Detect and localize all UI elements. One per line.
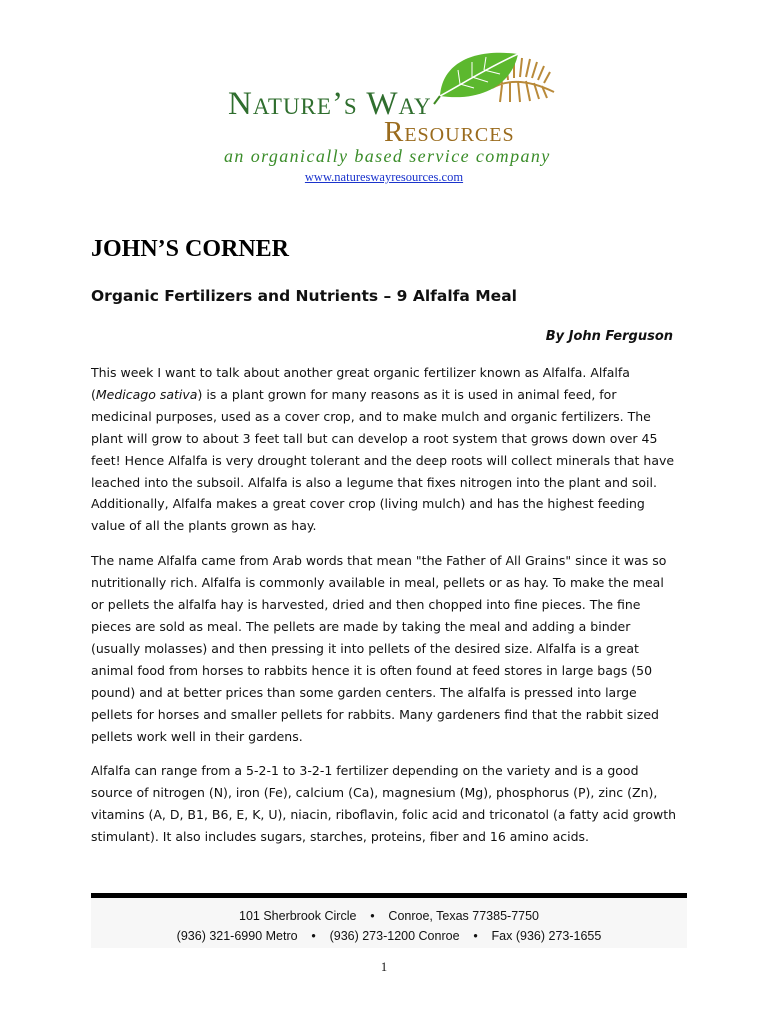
logo-tagline: an organically based service company bbox=[224, 146, 551, 166]
footer-city: Conroe, Texas 77385-7750 bbox=[388, 909, 539, 923]
footer-separator: • bbox=[311, 929, 316, 943]
paragraph-1 bbox=[91, 362, 679, 537]
company-logo bbox=[210, 44, 570, 176]
footer-phone-line bbox=[91, 929, 687, 943]
footer-phone-conroe: (936) 273-1200 Conroe bbox=[329, 929, 460, 943]
footer-contact-bar bbox=[91, 893, 687, 948]
website-link[interactable]: www.natureswayresources.com bbox=[304, 170, 464, 184]
footer-phone-metro: (936) 321-6990 Metro bbox=[176, 929, 298, 943]
footer-fax: Fax (936) 273-1655 bbox=[491, 929, 602, 943]
page-number: 1 bbox=[380, 960, 388, 974]
logo-name-line2: Resources bbox=[384, 116, 515, 148]
footer-separator: • bbox=[370, 909, 375, 923]
leaf-icon bbox=[432, 44, 562, 112]
scientific-name: Medicago sativa bbox=[95, 386, 198, 402]
paragraph-1-end: ) is a plant grown for many reasons as it is used in animal feed, for medicinal purposes, used as a cover crop, and to make mulch and organic fertilizers. The plant will grow to about 3 feet tall but can develop a root system that grows down over 45 feet! Hence Alfalfa is very drought tolerant and the deep roots will collect minerals that have leached into the subsoil. Alfalfa is also a legume that fixes nitrogen into the plant and soil. Additionally, Alfalfa makes a great cover crop (living mulch) and has the highest feeding value of all the plants grown as hay. bbox=[91, 386, 675, 534]
footer-separator: • bbox=[473, 929, 478, 943]
column-title: JOHN’S CORNER bbox=[91, 236, 290, 262]
paragraph-2: The name Alfalfa came from Arab words that mean "the Father of All Grains" since it was so nutritionally rich. Alfalfa is commonly available in meal, pellets or as hay. To make the meal or pellets the alfalfa hay is harvested, dried and then chopped into fine pieces. The fine pieces are sold as meal. The pellets are made by taking the meal and adding a binder (usually molasses) and then pressing it into pellets of the desired size. Alfalfa is a great animal food from horses to rabbits hence it is often found at feed stores in large bags (50 pound) and at better prices than some garden centers. The alfalfa is pressed into large pellets for horses and smaller pellets for rabbits. Many gardeners find that the rabbit sized pellets work well in their gardens. bbox=[91, 553, 667, 744]
paragraph-1-start: This week I want to talk about another great organic fertilizer known as Alfalfa. Alfalfa ( bbox=[91, 365, 630, 402]
logo-name-line1: Nature’s Way bbox=[228, 86, 432, 122]
byline: By John Ferguson bbox=[545, 329, 673, 344]
paragraph-3: Alfalfa can range from a 5-2-1 to 3-2-1 fertilizer depending on the variety and is a good source of nitrogen (N), iron (Fe), calcium (Ca), magnesium (Mg), phosphorus (P), zinc (Zn), vitamins (A, D, B1, B6, E, K, U), niacin, riboflavin, folic acid and triconatol (a fatty acid growth stimulant). It also includes sugars, starches, proteins, fiber and 16 amino acids. bbox=[91, 763, 677, 845]
article-title: Organic Fertilizers and Nutrients – 9 Alfalfa Meal bbox=[91, 287, 517, 305]
footer-address-line bbox=[91, 909, 687, 923]
footer-address: 101 Sherbrook Circle bbox=[239, 909, 357, 923]
article-body bbox=[91, 362, 679, 861]
